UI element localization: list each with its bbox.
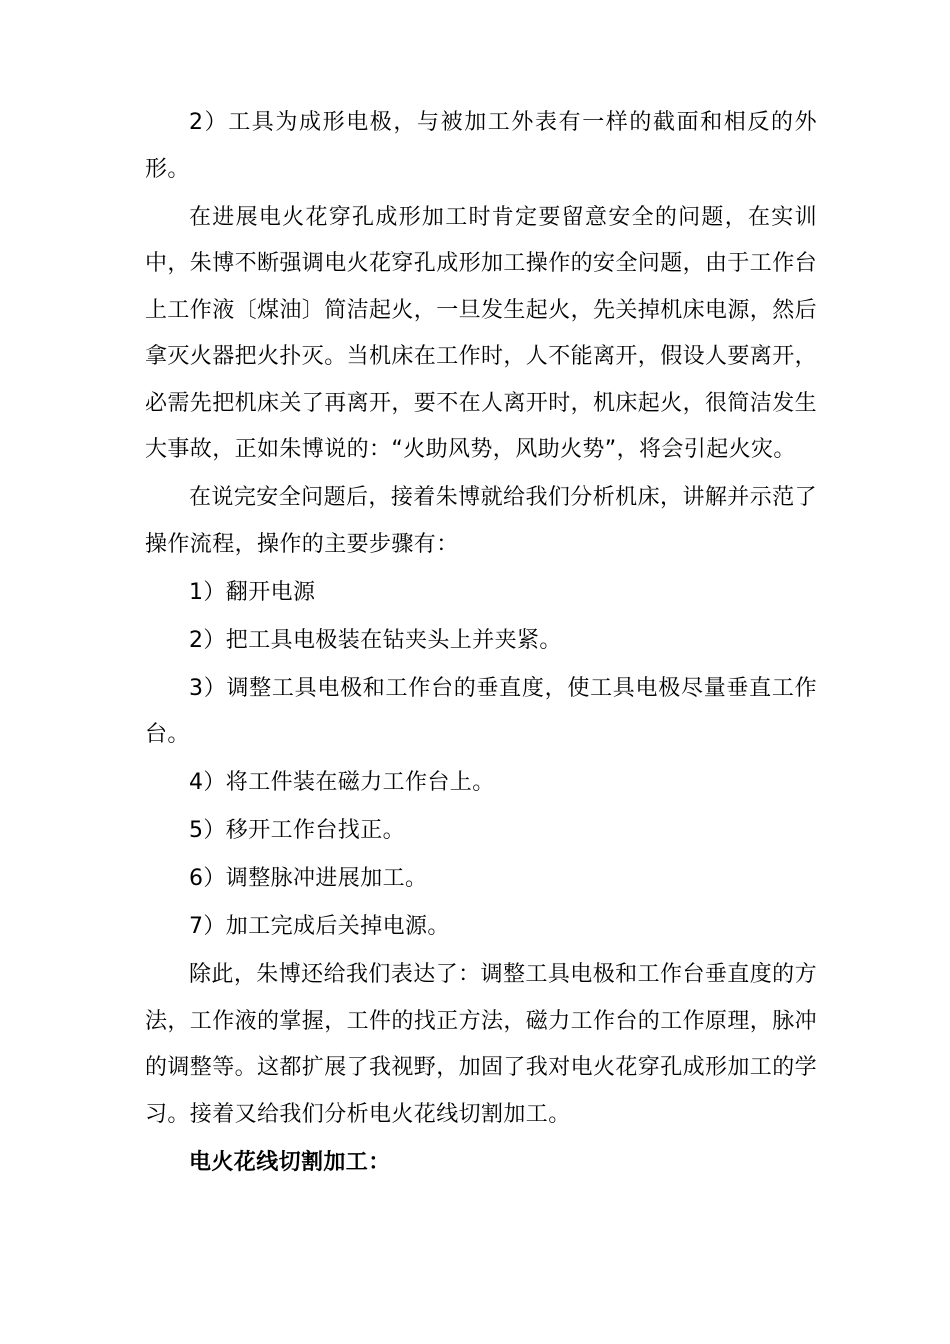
paragraph-tool-electrode: 2）工具为成形电极，与被加工外表有一样的截面和相反的外形。 bbox=[145, 110, 817, 182]
paragraph-safety: 在进展电火花穿孔成形加工时肯定要留意安全的问题，在实训中，朱博不断强调电火花穿孔成形加工操作的安全问题，由于工作台上工作液〔煤油〕简洁起火，一旦发生起火，先关掉机床电源，然后拿灭火器把火扑灭。当机床在工作时，人不能离开，假设人要离开，必需先把机床关了再离开，要不在人离开时，机床起火，很简洁发生大事故，正如朱博说的：“火助风势，风助火势”，将会引起火灾。 bbox=[145, 204, 818, 462]
step-3: 3）调整工具电极和工作台的垂直度，使工具电极尽量垂直工作台。 bbox=[145, 675, 817, 747]
step-7: 7）加工完成后关掉电源。 bbox=[189, 914, 450, 939]
paragraph-summary: 除此，朱博还给我们表达了：调整工具电极和工作台垂直度的方法，工作液的掌握，工件的找正方法，磁力工作台的工作原理，脉冲的调整等。这都扩展了我视野，加固了我对电火花穿孔成形加工的学习。接着又给我们分析电火花线切割加工。 bbox=[145, 962, 818, 1127]
paragraph-operation-intro: 在说完安全问题后，接着朱博就给我们分析机床，讲解并示范了操作流程，操作的主要步骤有： bbox=[145, 485, 817, 557]
document-body bbox=[145, 100, 817, 1186]
step-6: 6）调整脉冲进展加工。 bbox=[189, 866, 428, 891]
step-2: 2）把工具电极装在钻夹头上并夹紧。 bbox=[189, 627, 562, 653]
step-1: 1）翻开电源 bbox=[189, 579, 316, 605]
section-heading: 电火花线切割加工： bbox=[189, 1149, 391, 1175]
step-5: 5）移开工作台找正。 bbox=[189, 818, 405, 843]
step-4: 4）将工件装在磁力工作台上。 bbox=[189, 770, 495, 795]
